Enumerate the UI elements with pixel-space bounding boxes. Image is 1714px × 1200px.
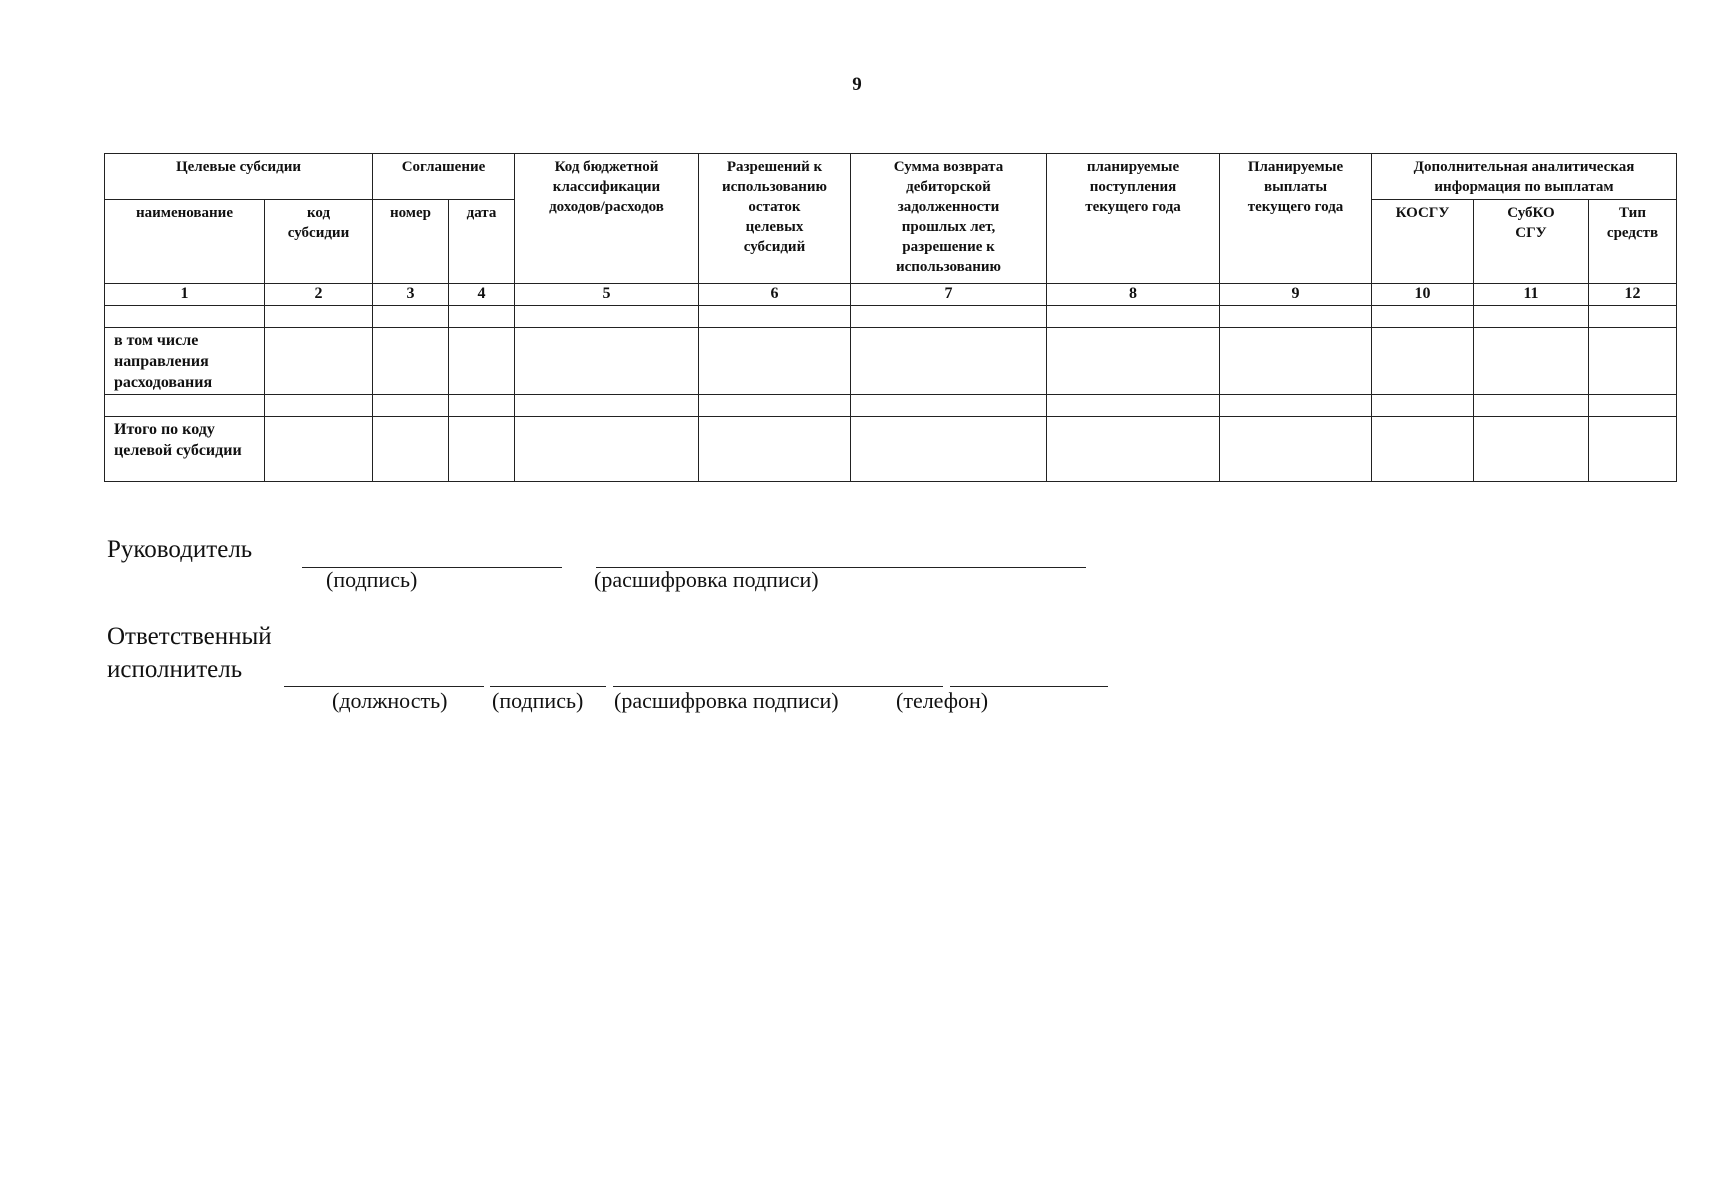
header-number: номер bbox=[373, 200, 449, 284]
table-row bbox=[105, 328, 1677, 395]
header-fund-type: Тип средств bbox=[1589, 200, 1677, 284]
phone-caption: (телефон) bbox=[896, 688, 989, 713]
header-planned-receipts: планируемые поступления текущего года bbox=[1047, 154, 1220, 284]
table-row bbox=[105, 306, 1677, 328]
header-budget-code: Код бюджетной классификации доходов/расходов bbox=[515, 154, 699, 284]
head-label: Руководитель bbox=[107, 536, 253, 563]
head-decoding-caption: (расшифровка подписи) bbox=[594, 567, 819, 592]
header-kosgu: КОСГУ bbox=[1372, 200, 1474, 284]
header-name: наименование bbox=[105, 200, 265, 284]
row-label: в том числе направления расходования bbox=[105, 328, 265, 395]
column-number: 4 bbox=[449, 284, 515, 306]
decoding-line bbox=[613, 686, 943, 687]
page-number: 9 bbox=[852, 74, 862, 95]
phone-line bbox=[950, 686, 1108, 687]
row-label bbox=[105, 395, 265, 417]
position-line bbox=[284, 686, 484, 687]
column-number: 7 bbox=[851, 284, 1047, 306]
column-number: 3 bbox=[373, 284, 449, 306]
header-additional-info: Дополнительная аналитическая информация по выплатам bbox=[1372, 154, 1677, 200]
table-row bbox=[105, 417, 1677, 482]
header-return-sum: Сумма возврата дебиторской задолженности прошлых лет, разрешение к использованию bbox=[851, 154, 1047, 284]
header-subkosgu: СубКО СГУ bbox=[1474, 200, 1589, 284]
header-date: дата bbox=[449, 200, 515, 284]
signature-line bbox=[490, 686, 606, 687]
column-number: 10 bbox=[1372, 284, 1474, 306]
column-number: 6 bbox=[699, 284, 851, 306]
head-signature-caption: (подпись) bbox=[326, 567, 418, 592]
header-planned-payments: Планируемые выплаты текущего года bbox=[1220, 154, 1372, 284]
responsible-label-line1: Ответственный bbox=[107, 623, 272, 650]
position-caption: (должность) bbox=[332, 688, 448, 713]
row-label bbox=[105, 306, 265, 328]
header-target-subsidies: Целевые субсидии bbox=[105, 154, 373, 200]
signature-caption: (подпись) bbox=[492, 688, 584, 713]
header-agreement: Соглашение bbox=[373, 154, 515, 200]
column-number: 5 bbox=[515, 284, 699, 306]
column-number: 11 bbox=[1474, 284, 1589, 306]
column-number: 8 bbox=[1047, 284, 1220, 306]
header-subsidy-code: код субсидии bbox=[265, 200, 373, 284]
column-number: 1 bbox=[105, 284, 265, 306]
responsible-label-line2: исполнитель bbox=[107, 656, 243, 683]
header-permissions: Разрешений к использованию остаток целевых субсидий bbox=[699, 154, 851, 284]
subsidy-report-table bbox=[104, 153, 1677, 482]
column-number: 9 bbox=[1220, 284, 1372, 306]
column-number: 12 bbox=[1589, 284, 1677, 306]
column-number: 2 bbox=[265, 284, 373, 306]
table-row bbox=[105, 395, 1677, 417]
row-label: Итого по коду целевой субсидии bbox=[105, 417, 265, 482]
decoding-caption: (расшифровка подписи) bbox=[614, 688, 839, 713]
